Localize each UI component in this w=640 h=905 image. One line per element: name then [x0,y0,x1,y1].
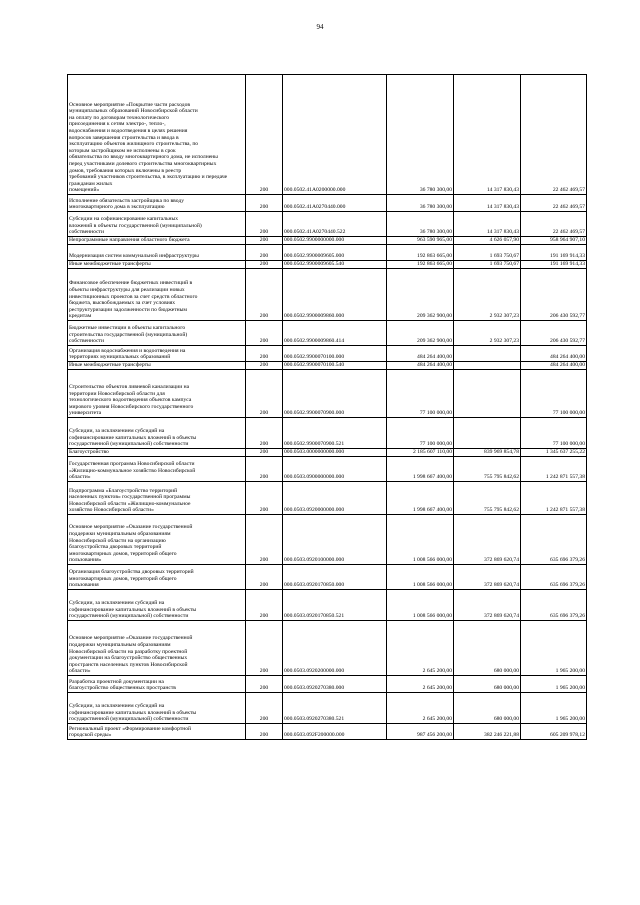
remaining-amount-cell: 1 345 637 255,22 [521,449,587,457]
budget-code-cell: 000.0503.0900000000.000 [283,457,387,482]
expense-name-cell [68,449,246,457]
executed-amount-cell [454,346,521,362]
executed-amount-cell: 755 795 842,62 [454,482,521,515]
executed-amount-cell: 372 869 620,74 [454,515,521,565]
remaining-amount-cell: 191 169 914,33 [521,245,587,261]
expense-name-line: строительства государственной (муниципальной) [69,331,188,338]
expense-name-line: бюджета, высвобождаемых за счет условиях [69,300,176,307]
budget-code-cell: 000.0503.0920270380.000 [283,676,387,693]
expense-type-cell: 200 [246,693,283,724]
expense-name-line: многоквартирных домов, территорий общего [69,550,177,557]
executed-amount-cell: 839 969 854,78 [454,449,521,457]
table-row [68,237,587,245]
table-row [68,449,587,457]
table-row [68,565,587,590]
budget-code-cell: 000.0503.0920200000.000 [283,621,387,676]
table-row [68,590,587,621]
expense-name-line: Подпрограмма «Благоустройство территорий [69,487,178,494]
remaining-amount-cell: 206 430 592,77 [521,269,587,321]
table-row [68,195,587,212]
executed-amount-cell: 14 317 830,43 [454,195,521,212]
expense-name-line: Основное мероприятие «Покрытие части расходов [69,101,191,108]
expense-name-line: Благоустройство [69,449,109,456]
executed-amount-cell: 680 000,00 [454,676,521,693]
budget-code-cell: 000.0502.9900009605.540 [283,261,387,269]
expense-name-line: университета [69,410,102,417]
expense-name-line: Региональный проект «Формирование комфортной [69,725,192,732]
expense-type-cell: 200 [246,362,283,370]
expense-name-cell [68,237,246,245]
expense-name-line: пространств населенных пунктов Новосибирской [69,661,188,668]
expense-name-line: Организация водоснабжения и водоотведения на [69,347,186,354]
planned-amount-cell: 2 645 200,00 [387,621,454,676]
expense-type-cell: 200 [246,621,283,676]
planned-amount-cell: 1 008 566 000,00 [387,565,454,590]
expense-name-line: государственной (муниципальной) собственности [69,441,189,448]
remaining-amount-cell: 635 696 379,26 [521,590,587,621]
expense-name-line: Модернизация систем коммунальной инфраструктуры [69,253,199,260]
planned-amount-cell: 36 780 300,00 [387,195,454,212]
expense-name-line: софинансирование капитальных вложений в объекты [69,709,197,716]
budget-code-cell: 000.0503.0920000000.000 [283,482,387,515]
executed-amount-cell: 14 317 830,43 [454,212,521,237]
table-row [68,693,587,724]
budget-code-cell: 000.0503.0920100000.000 [283,515,387,565]
expense-name-line: Новосибирской области «Жилищно-коммунальное [69,500,191,507]
remaining-amount-cell: 1 242 871 557,38 [521,457,587,482]
executed-amount-cell: 680 000,00 [454,693,521,724]
expense-name-line: пользования» [69,557,102,564]
expense-name-cell [68,482,246,515]
expense-type-cell: 200 [246,321,283,346]
budget-code-cell: 000.0502.9900009605.000 [283,245,387,261]
planned-amount-cell: 36 780 300,00 [387,212,454,237]
expense-name-line: софинансирование капитальных вложений в объекты [69,434,197,441]
remaining-amount-cell: 1 965 200,00 [521,693,587,724]
expense-name-line: «Жилищно-коммунальное хозяйство Новосибирской [69,467,196,474]
expense-type-cell: 200 [246,449,283,457]
table-body [68,75,587,740]
expense-type-cell: 200 [246,212,283,237]
budget-code-cell: 000.0502.41А0200000.000 [283,75,387,195]
expense-name-line: помещений» [69,187,100,194]
table-row [68,724,587,740]
planned-amount-cell: 987 456 200,00 [387,724,454,740]
expense-name-line: Основное мероприятие «Оказание государственной [69,524,193,531]
remaining-amount-cell: 191 169 914,33 [521,261,587,269]
expense-name-line: государственной (муниципальной) собственности [69,716,189,723]
table-row [68,515,587,565]
table-row [68,621,587,676]
expense-name-line: на оплату по договорам технологического [69,114,170,121]
expense-type-cell: 200 [246,418,283,449]
expense-name-line: многоквартирного дома в эксплуатацию [69,204,165,211]
expense-type-cell: 200 [246,676,283,693]
planned-amount-cell: 77 100 000,00 [387,418,454,449]
expense-name-line: благоустройства дворовых территорий [69,544,162,551]
expense-type-cell: 200 [246,370,283,418]
table-row [68,370,587,418]
planned-amount-cell: 1 998 667 400,00 [387,457,454,482]
remaining-amount-cell: 1 965 200,00 [521,676,587,693]
expense-name-line: Новосибирской области на организацию [69,537,166,544]
executed-amount-cell: 382 246 221,88 [454,724,521,740]
table-row [68,75,587,195]
expense-name-line: Субсидии, за исключением субсидий на [69,703,165,710]
expense-type-cell: 200 [246,75,283,195]
table-row [68,457,587,482]
page-number: 94 [316,23,324,31]
expense-type-cell: 200 [246,482,283,515]
executed-amount-cell: 755 795 842,62 [454,457,521,482]
expense-name-line: вопросов завершения строительства и ввода в [69,134,179,141]
expense-name-cell [68,362,246,370]
expense-name-line: присоединения к сетям электро-, тепло-, [69,121,166,128]
remaining-amount-cell: 22 462 469,57 [521,212,587,237]
budget-code-cell: 000.0503.0920270380.521 [283,693,387,724]
budget-code-cell: 000.0502.9900070900.521 [283,418,387,449]
table-row [68,212,587,237]
executed-amount-cell: 1 693 750,67 [454,245,521,261]
expense-type-cell: 200 [246,724,283,740]
expense-name-line: инвестиционных проектов за счет средств областного [69,293,198,300]
remaining-amount-cell: 484 264 400,00 [521,346,587,362]
expense-name-cell [68,346,246,362]
expense-name-line: вложений в объекты государственной (муниципальной) [69,222,202,229]
budget-code-cell: 000.0502.41А0270440.522 [283,212,387,237]
planned-amount-cell: 77 100 000,00 [387,370,454,418]
expense-type-cell: 200 [246,565,283,590]
expense-name-line: Основное мероприятие «Оказание государственной [69,635,193,642]
expense-name-line: требований участников строительства, в эксплуатацию и передаче гражданам жилых [69,174,228,187]
expense-name-line: Субсидии, за исключением субсидий на [69,428,165,435]
expense-name-line: собственности [69,229,104,236]
expense-name-line: хозяйство Новосибирской области» [69,507,154,514]
expense-name-line: области» [69,474,91,481]
executed-amount-cell: 14 317 830,43 [454,75,521,195]
remaining-amount-cell: 605 209 978,12 [521,724,587,740]
budget-code-cell: 000.0502.41А0270440.000 [283,195,387,212]
planned-amount-cell: 484 264 400,00 [387,346,454,362]
expense-type-cell: 200 [246,195,283,212]
remaining-amount-cell: 1 242 871 557,38 [521,482,587,515]
table-row [68,245,587,261]
expense-type-cell: 200 [246,237,283,245]
expense-name-cell [68,515,246,565]
expense-type-cell: 200 [246,515,283,565]
planned-amount-cell: 2 185 607 110,00 [387,449,454,457]
expense-name-cell [68,565,246,590]
executed-amount-cell: 4 626 057,90 [454,237,521,245]
expense-name-line: Разработка проектной документации на [69,678,164,685]
expense-name-line: Бюджетные инвестиции в объекты капитального [69,325,186,332]
expense-name-cell [68,212,246,237]
expense-name-line: городской среды» [69,732,112,739]
remaining-amount-cell: 635 696 379,26 [521,565,587,590]
expense-name-cell [68,621,246,676]
expense-name-cell [68,269,246,321]
expense-name-line: территории Новосибирской области для [69,390,165,397]
expense-name-line: Новосибирской области на разработку проектной [69,648,188,655]
budget-code-cell: 000.0503.0000000000.000 [283,449,387,457]
expense-name-line: поддержки муниципальным образованиям [69,531,171,538]
expense-type-cell: 200 [246,245,283,261]
expense-name-line: Субсидии на софинансирование капитальных [69,216,179,223]
table-row [68,482,587,515]
executed-amount-cell: 372 869 620,74 [454,565,521,590]
executed-amount-cell: 1 693 750,67 [454,261,521,269]
planned-amount-cell: 1 998 667 400,00 [387,482,454,515]
expense-name-cell [68,590,246,621]
planned-amount-cell: 963 590 965,00 [387,237,454,245]
planned-amount-cell: 1 008 566 000,00 [387,515,454,565]
budget-code-cell: 000.0502.9900070100.540 [283,362,387,370]
planned-amount-cell: 2 645 200,00 [387,676,454,693]
planned-amount-cell: 192 863 665,00 [387,245,454,261]
expense-name-cell [68,457,246,482]
expense-name-cell [68,676,246,693]
expense-name-line: благоустройство общественных пространств [69,685,176,692]
planned-amount-cell: 484 264 400,00 [387,362,454,370]
expense-name-line: Иные межбюджетные трансферты [69,261,151,268]
expense-name-line: Организация благоустройства дворовых территорий [69,569,194,576]
expense-name-line: мирового уровня Новосибирского государственного [69,403,194,410]
budget-code-cell: 000.0503.092F200000.000 [283,724,387,740]
expense-name-line: Строительство объектов ливневой канализации на [69,384,190,391]
expense-name-line: Иные межбюджетные трансферты [69,362,151,369]
expense-name-cell [68,195,246,212]
expense-name-line: многоквартирных домов, территорий общего [69,575,177,582]
table-row [68,269,587,321]
expense-name-line: водоснабжения и водоотведения в целях решения [69,128,188,135]
expense-name-cell [68,245,246,261]
expense-name-line: Исполнение обязательств застройщика по вводу [69,197,185,204]
remaining-amount-cell: 958 964 907,10 [521,237,587,245]
expense-name-cell [68,370,246,418]
expense-name-line: государственной (муниципальной) собственности [69,613,189,620]
expense-name-cell [68,418,246,449]
expense-name-line: территориях муниципальных образований [69,354,171,361]
remaining-amount-cell: 77 100 000,00 [521,418,587,449]
expense-name-line: поддержки муниципальным образованиям [69,642,171,649]
expense-name-line: муниципальных образований Новосибирской области [69,108,198,115]
executed-amount-cell: 2 932 307,23 [454,321,521,346]
expense-type-cell: 200 [246,269,283,321]
expense-type-cell: 200 [246,261,283,269]
budget-code-cell: 000.0502.9900000000.000 [283,237,387,245]
expense-name-line: обязательства по вводу многоквартирного дома, не исполнены [69,154,218,161]
executed-amount-cell [454,362,521,370]
expense-name-line: объекты инфраструктуры для реализации новых [69,287,185,294]
planned-amount-cell: 2 645 200,00 [387,693,454,724]
table-row [68,362,587,370]
table-row [68,346,587,362]
expense-type-cell: 200 [246,457,283,482]
expense-name-line: Финансовое обеспечение бюджетных инвестиций в [69,280,193,287]
expense-name-line: кредитам [69,313,92,320]
planned-amount-cell: 1 008 566 000,00 [387,590,454,621]
expense-name-line: документации на благоустройство общественных [69,655,188,662]
executed-amount-cell [454,418,521,449]
expense-name-line: софинансирование капитальных вложений в объекты [69,606,197,613]
expense-name-line: Государственная программа Новосибирской области [69,461,195,468]
budget-execution-table [67,74,587,740]
expense-name-cell [68,724,246,740]
expense-name-line: реструктуризации задолженности по бюджетным [69,306,187,313]
remaining-amount-cell: 206 430 592,77 [521,321,587,346]
executed-amount-cell: 2 932 307,23 [454,269,521,321]
budget-code-cell: 000.0503.0920170850.000 [283,565,387,590]
expense-type-cell: 200 [246,346,283,362]
expense-name-line: пользования [69,582,99,589]
remaining-amount-cell: 1 965 200,00 [521,621,587,676]
executed-amount-cell [454,370,521,418]
expense-name-line: которым застройщиком не исполнены в срок [69,147,176,154]
planned-amount-cell: 192 863 665,00 [387,261,454,269]
expense-name-line: домов, требования которых включены в реестр [69,167,182,174]
table-row [68,676,587,693]
expense-name-cell [68,75,246,195]
expense-name-line: области» [69,668,91,675]
table-row [68,418,587,449]
expense-name-cell [68,321,246,346]
budget-code-cell: 000.0502.9900070100.000 [283,346,387,362]
expense-name-cell [68,261,246,269]
remaining-amount-cell: 484 264 400,00 [521,362,587,370]
expense-name-cell [68,693,246,724]
executed-amount-cell: 680 000,00 [454,621,521,676]
remaining-amount-cell: 635 696 379,26 [521,515,587,565]
remaining-amount-cell: 77 100 000,00 [521,370,587,418]
planned-amount-cell: 209 362 900,00 [387,269,454,321]
expense-name-line: эксплуатацию объектов жилищного строительства, по [69,141,199,148]
expense-name-line: собственности [69,338,104,345]
planned-amount-cell: 209 362 900,00 [387,321,454,346]
table-row [68,261,587,269]
budget-code-cell: 000.0502.9900009860.414 [283,321,387,346]
planned-amount-cell: 36 780 300,00 [387,75,454,195]
expense-name-line: технологического водоотведения объектов кампуса [69,397,192,404]
table-row [68,321,587,346]
expense-name-line: населенных пунктов» государственной программы [69,494,191,501]
budget-code-cell: 000.0502.9900070900.000 [283,370,387,418]
expense-name-line: Непрограммные направления областного бюджета [69,237,190,244]
expense-name-line: Субсидии, за исключением субсидий на [69,600,165,607]
remaining-amount-cell: 22 462 469,57 [521,75,587,195]
budget-code-cell: 000.0503.0920170850.521 [283,590,387,621]
expense-type-cell: 200 [246,590,283,621]
expense-name-line: перед участниками долевого строительства многоквартирных [69,161,217,168]
remaining-amount-cell: 22 462 469,57 [521,195,587,212]
budget-code-cell: 000.0502.9900009860.000 [283,269,387,321]
executed-amount-cell: 372 869 620,74 [454,590,521,621]
